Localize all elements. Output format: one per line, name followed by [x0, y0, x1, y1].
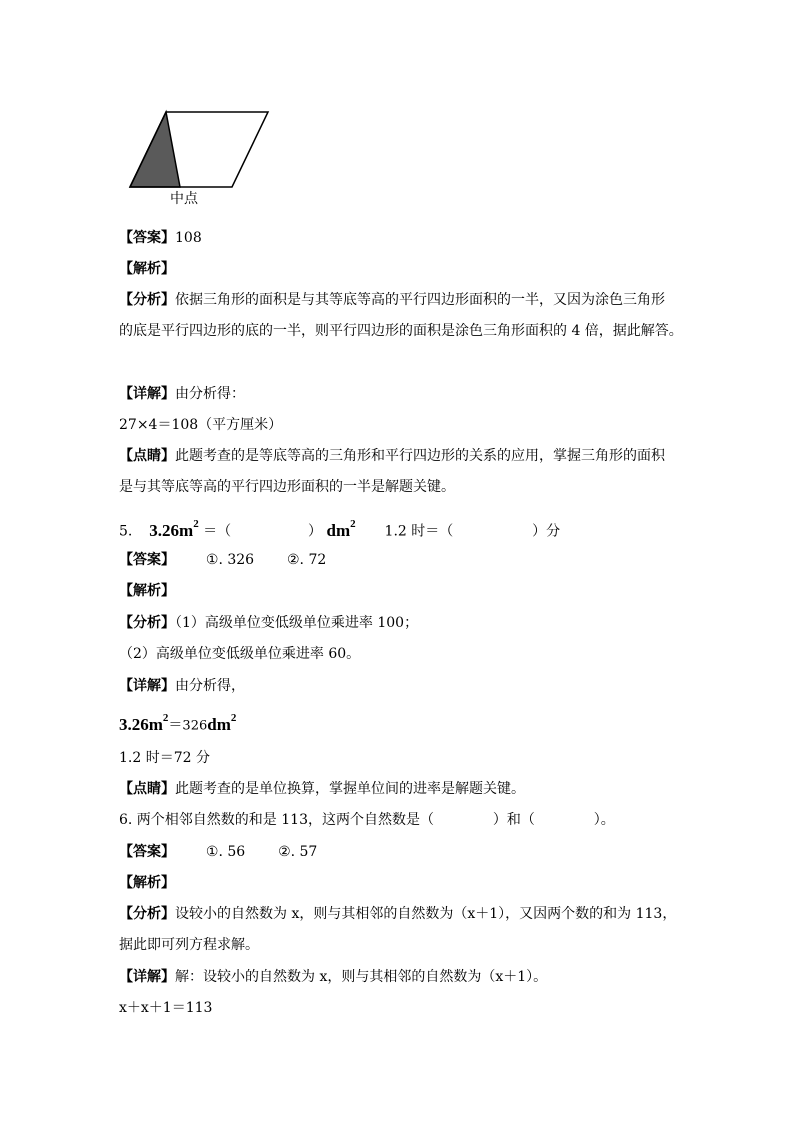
figure-caption: 中点 [170, 191, 198, 207]
q6-fenxi-line1 [119, 904, 676, 924]
q5-question [119, 516, 560, 542]
q4-answer-line [119, 228, 202, 248]
q6-question [119, 810, 615, 830]
fenxi-label: 【分析】 [119, 615, 175, 631]
q5-unit: $dm^2$ [326, 518, 356, 540]
q6-xiangjie [119, 967, 547, 987]
fenxi-text: （1）高级单位变低级单位乘进率 100； [175, 615, 419, 631]
answer-2: ②. 72 [287, 552, 327, 568]
result-number: 326 [182, 718, 208, 734]
xiangjie-label: 【详解】 [119, 678, 175, 694]
q4-dianjing-line1 [119, 446, 665, 466]
q4-dianjing-line2: 是与其等底等高的平行四边形面积的一半是解题关键。 [119, 479, 455, 495]
q6-text-end: ）。 [593, 812, 615, 828]
parallelogram-figure [0, 0, 794, 220]
q5-fenxi-line1 [119, 613, 418, 633]
result-equals: ＝ [168, 717, 183, 734]
q5-number: 5. [119, 523, 133, 540]
q5-close-paren: ） [308, 523, 323, 540]
answer-1: ①. 56 [205, 844, 246, 860]
q4-jiexi: 【解析】 [119, 261, 175, 277]
xiangjie-text: 由分析得， [175, 678, 245, 694]
q5-xiangjie [119, 676, 245, 696]
q4-fenxi-line1 [119, 290, 665, 310]
q5-time-result: 1.2 时＝72 分 [119, 750, 210, 766]
fenxi-label: 【分析】 [119, 292, 175, 308]
q5-answer-line [119, 550, 326, 570]
result-unit: $dm^2$ [207, 712, 237, 734]
q5-jiexi: 【解析】 [119, 583, 175, 599]
q5-dianjing [119, 779, 525, 799]
xiangjie-label: 【详解】 [119, 969, 175, 985]
q5-result [119, 710, 236, 737]
answer-value: 108 [175, 230, 202, 246]
q5-fenxi-line2: （2）高级单位变低级单位乘进率 60。 [119, 646, 361, 662]
q4-xiangjie [119, 384, 245, 404]
q6-text-middle: ）和（ [492, 812, 535, 828]
answer-label: 【答案】 [119, 230, 175, 246]
answer-2: ②. 57 [278, 844, 318, 860]
q5-second-start: 1.2 时＝（ [384, 523, 454, 540]
q6-text-start: 6. 两个相邻自然数的和是 113，这两个自然数是（ [119, 812, 434, 828]
xiangjie-text: 由分析得： [175, 386, 245, 402]
answer-1: ①. 326 [205, 552, 255, 568]
xiangjie-text: 解：设较小的自然数为 x，则与其相邻的自然数为（x＋1）。 [175, 969, 548, 985]
q6-jiexi: 【解析】 [119, 875, 175, 891]
fenxi-label: 【分析】 [119, 906, 175, 922]
q4-calc: 27×4＝108（平方厘米） [119, 417, 283, 433]
answer-label: 【答案】 [119, 552, 175, 568]
xiangjie-label: 【详解】 [119, 386, 175, 402]
fenxi-text: 设较小的自然数为 x，则与其相邻的自然数为（x＋1），又因两个数的和为 113， [175, 906, 677, 922]
dianjing-label: 【点睛】 [119, 781, 175, 797]
q4-fenxi-line2: 的底是平行四边形的底的一半，则平行四边形的面积是涂色三角形面积的 4 倍，据此解答。 [119, 323, 683, 339]
shaded-triangle [130, 112, 180, 187]
q6-fenxi-line2: 据此即可列方程求解。 [119, 937, 259, 953]
dianjing-label: 【点睛】 [119, 448, 175, 464]
fenxi-text: 依据三角形的面积是与其等底等高的平行四边形面积的一半，又因为涂色三角形 [175, 292, 665, 308]
q6-answer-line [119, 842, 317, 862]
dianjing-text: 此题考查的是单位换算，掌握单位间的进率是解题关键。 [175, 781, 525, 797]
dianjing-text: 此题考查的是等底等高的三角形和平行四边形的关系的应用，掌握三角形的面积 [175, 448, 665, 464]
q5-second-end: ）分 [532, 523, 561, 540]
answer-label: 【答案】 [119, 844, 175, 860]
q5-formula-left: $3.26m^2$ [149, 518, 199, 540]
q5-equals: ＝（ [203, 523, 232, 540]
result-left: $3.26m^2$ [119, 712, 169, 734]
q6-equation: x＋x＋1＝113 [119, 1000, 213, 1016]
